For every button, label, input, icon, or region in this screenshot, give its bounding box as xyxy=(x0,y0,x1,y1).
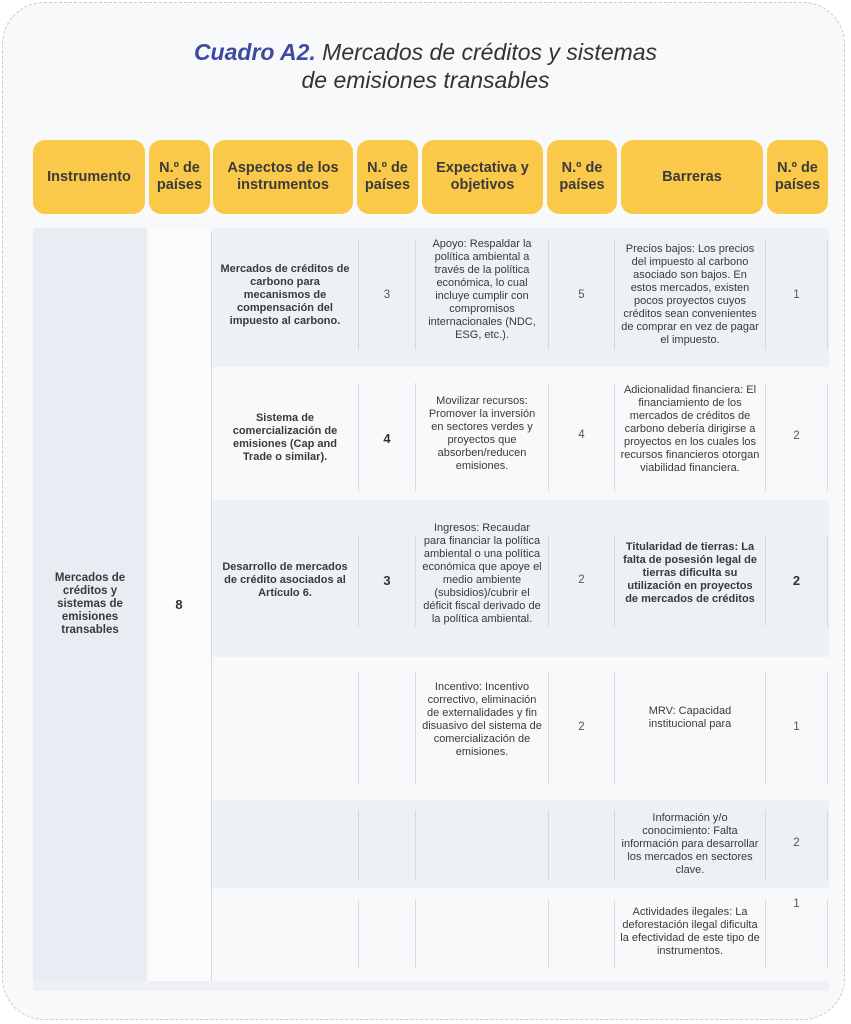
divider xyxy=(415,535,416,626)
table-title xyxy=(0,38,851,94)
divider xyxy=(358,672,359,784)
header-barreras: Barreras xyxy=(621,140,763,214)
barrier-text: Información y/o conocimiento: Falta información para desarrollar los mercados en sectores clave. xyxy=(621,811,759,876)
barrier-countries: 1 xyxy=(793,288,800,301)
aspect-countries: 4 xyxy=(383,430,391,446)
title-lead: Cuadro A2. xyxy=(193,39,316,65)
instrument-countries: 8 xyxy=(175,597,183,612)
divider xyxy=(614,240,615,350)
header-instrumento: Instrumento xyxy=(33,140,145,214)
divider xyxy=(548,810,549,880)
barrier-text: Actividades ilegales: La deforestación ilegal dificulta la efectividad de este tipo de instrumentos. xyxy=(620,906,760,957)
header-paises-3: N.º de países xyxy=(547,140,617,214)
divider xyxy=(614,900,615,968)
divider xyxy=(614,535,615,626)
barrier-countries: 1 xyxy=(793,897,800,910)
barrier-countries: 2 xyxy=(793,836,800,849)
expectation-text: Ingresos: Recaudar para financiar la política ambiental o una política económica que apoye el medio ambiente (subsidios)/cubrir el déficit fiscal derivado de la política ambiental. xyxy=(422,522,542,625)
instrument-cell xyxy=(33,228,147,981)
expectation-countries: 2 xyxy=(578,573,585,586)
expectation-text: Incentivo: Incentivo correctivo, eliminación de externalidades y fin disuasivo del sistema de comercialización de emisiones. xyxy=(422,681,542,758)
divider xyxy=(614,383,615,491)
divider xyxy=(415,240,416,350)
title-line-1: Mercados de créditos y sistemas xyxy=(322,39,658,65)
barrier-text: Adicionalidad financiera: El financiamiento de los mercados de créditos de carbono debería dirigirse a proyectos en los cuales los recursos financieros otorgan viabilidad financiera. xyxy=(620,383,760,474)
barrier-countries: 2 xyxy=(792,573,801,588)
barrier-text: MRV: Capacidad institucional para xyxy=(648,705,732,730)
expectation-countries: 5 xyxy=(578,288,585,301)
instrument-countries-cell xyxy=(148,228,210,981)
header-paises-4: N.º de países xyxy=(767,140,828,214)
divider xyxy=(827,810,828,880)
barrier-text: Titularidad de tierras: La falta de posesión legal de tierras dificulta su utilización en proyectos de mercados de créditos xyxy=(623,540,757,605)
divider xyxy=(211,232,212,981)
expectation-countries: 4 xyxy=(578,428,585,441)
divider xyxy=(415,383,416,491)
header-paises-1: N.º de países xyxy=(149,140,210,214)
expectation-text: Movilizar recursos: Promover la inversión en sectores verdes y proyectos que absorben/reducen emisiones. xyxy=(428,395,536,472)
divider xyxy=(827,383,828,491)
aspect-text: Mercados de créditos de carbono para mecanismos de compensación del impuesto al carbono. xyxy=(220,262,350,327)
expectation-countries: 2 xyxy=(578,720,585,733)
instrument-name: Mercados de créditos y sistemas de emisiones transables xyxy=(54,572,126,636)
header-expectativa: Expectativa y objetivos xyxy=(422,140,543,214)
aspect-countries: 3 xyxy=(383,288,391,301)
divider xyxy=(358,810,359,880)
aspect-text: Sistema de comercialización de emisiones (Cap and Trade o similar). xyxy=(232,412,338,463)
divider xyxy=(614,810,615,880)
header-aspectos: Aspectos de los instrumentos xyxy=(213,140,353,214)
table-bottom-bar xyxy=(33,981,829,991)
divider xyxy=(548,900,549,968)
divider xyxy=(827,672,828,784)
divider xyxy=(827,900,828,968)
divider xyxy=(415,900,416,968)
divider xyxy=(827,240,828,350)
divider xyxy=(358,900,359,968)
expectation-text: Apoyo: Respaldar la política ambiental a través de la política económica, lo cual incluye cumplir con compromisos internacionales (NDC, ESG, etc.). xyxy=(428,238,536,341)
divider xyxy=(415,672,416,784)
title-line-2: de emisiones transables xyxy=(301,67,550,93)
divider xyxy=(827,535,828,626)
divider xyxy=(614,672,615,784)
aspect-text: Desarrollo de mercados de crédito asociados al Artículo 6. xyxy=(222,560,348,599)
barrier-countries: 1 xyxy=(793,720,800,733)
barrier-text: Precios bajos: Los precios del impuesto al carbono asociado son bajos. En estos mercados, existen pocos proyectos cuyos créditos sean convenientes de comprar en vez de pagar el impuesto. xyxy=(621,243,759,346)
header-paises-2: N.º de países xyxy=(357,140,418,214)
barrier-countries: 2 xyxy=(793,429,800,442)
aspect-countries: 3 xyxy=(383,572,391,588)
divider xyxy=(415,810,416,880)
